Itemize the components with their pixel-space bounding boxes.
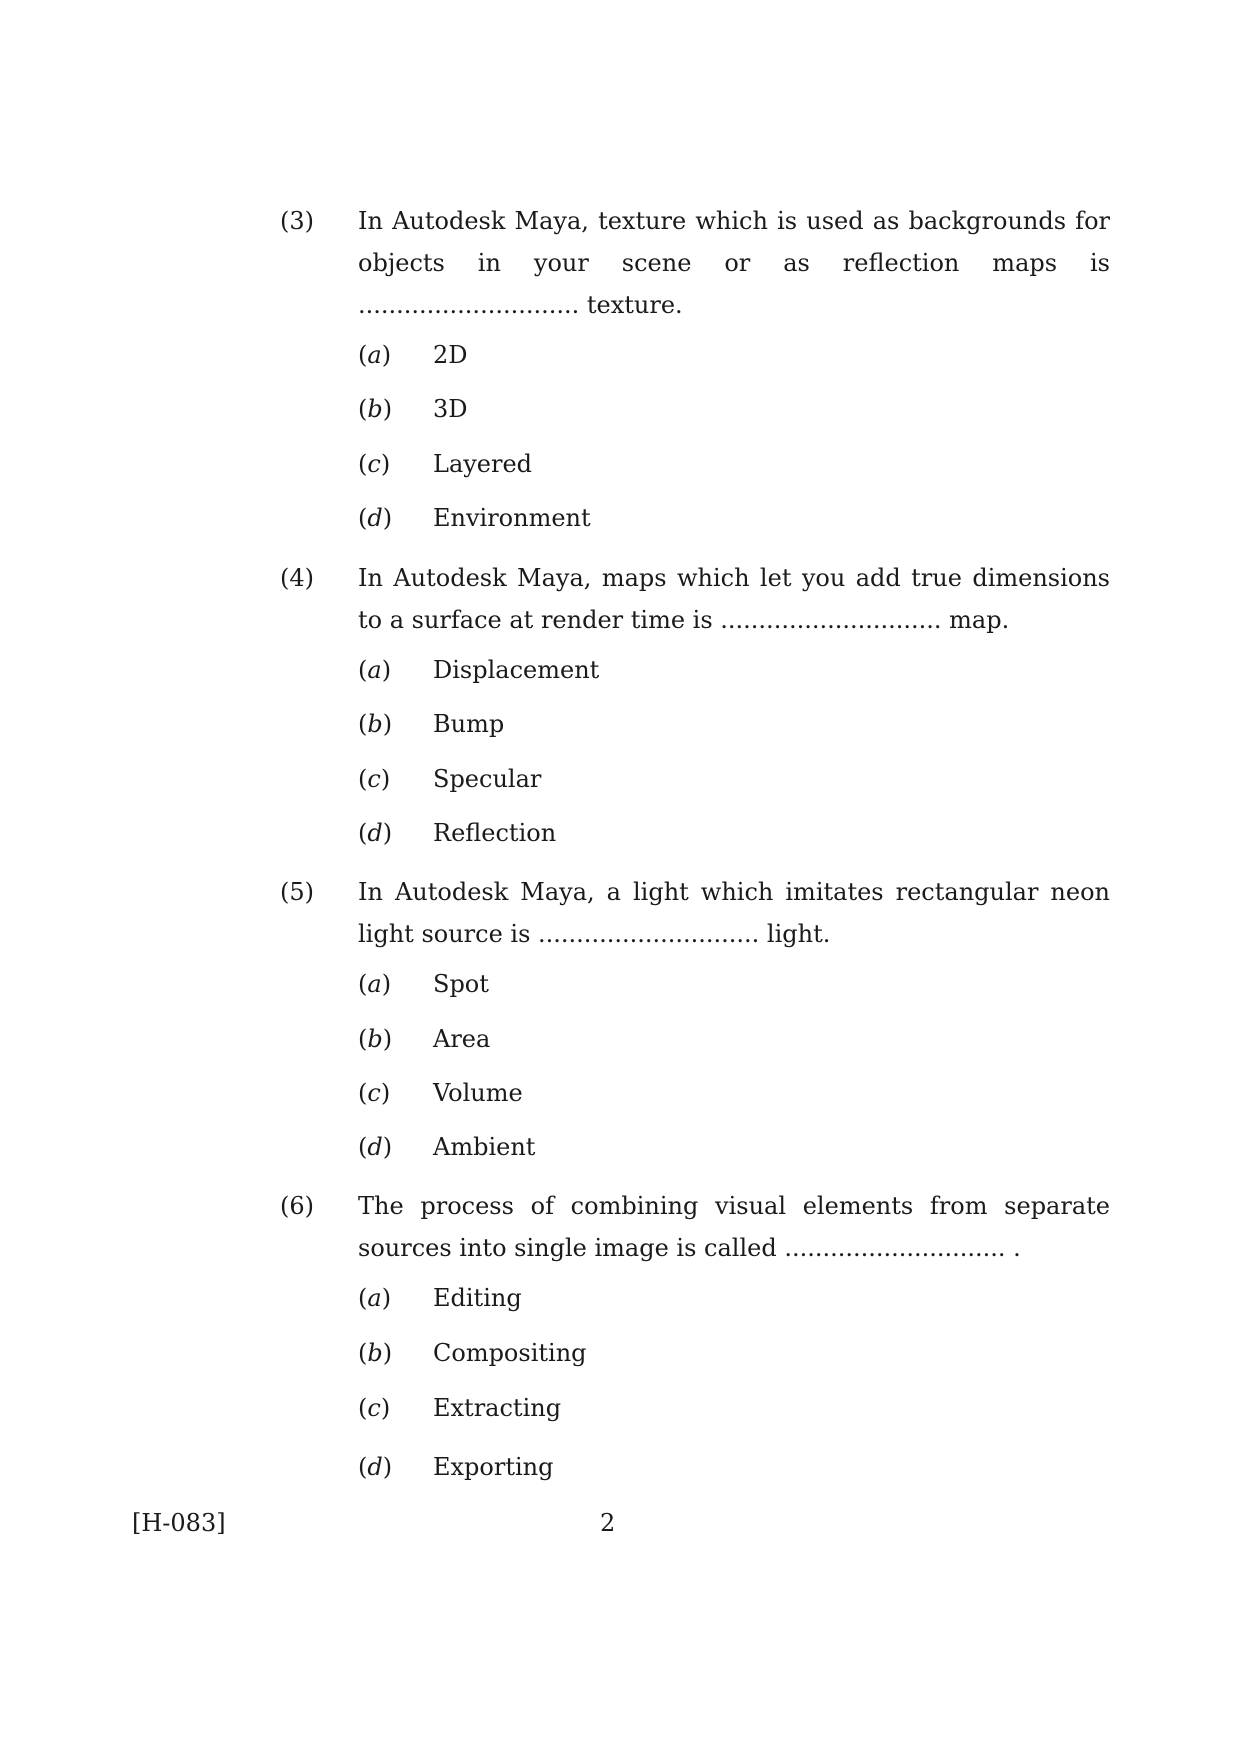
option-letter: (a) (358, 970, 392, 998)
option-text: Spot (433, 970, 489, 998)
paper-code: [H-083] (132, 1509, 226, 1537)
option-text: Ambient (433, 1133, 536, 1161)
option-text: Displacement (433, 656, 600, 684)
option-letter: (a) (358, 1284, 392, 1312)
option-text: Layered (433, 450, 533, 478)
option-text: Environment (433, 504, 591, 532)
option-letter: (d) (358, 819, 393, 847)
question-number: (5) (280, 878, 314, 906)
option-letter: (b) (358, 395, 393, 423)
option-text: Reflection (433, 819, 557, 847)
option-letter: (b) (358, 710, 393, 738)
option-letter: (d) (358, 1133, 393, 1161)
option-letter: (a) (358, 341, 392, 369)
option-text: Editing (433, 1284, 522, 1312)
option-letter: (b) (358, 1025, 393, 1053)
question-number: (6) (280, 1192, 314, 1220)
page-number: 2 (600, 1509, 616, 1537)
option-letter: (c) (358, 1394, 391, 1422)
option-letter: (c) (358, 1079, 391, 1107)
option-letter: (b) (358, 1339, 393, 1367)
question-number: (3) (280, 207, 314, 235)
option-letter: (a) (358, 656, 392, 684)
option-letter: (c) (358, 450, 391, 478)
option-text: 2D (433, 341, 468, 369)
option-text: Specular (433, 765, 542, 793)
question-text: In Autodesk Maya, maps which let you add true dimensions to a surface at render time is ............................. map. (358, 564, 1110, 634)
option-text: Exporting (433, 1453, 554, 1481)
option-text: Volume (433, 1079, 523, 1107)
option-letter: (c) (358, 765, 391, 793)
option-text: 3D (433, 395, 468, 423)
option-text: Extracting (433, 1394, 562, 1422)
question-text: In Autodesk Maya, a light which imitates rectangular neon light source is ............................. light. (358, 878, 1110, 948)
option-text: Bump (433, 710, 505, 738)
question-text: The process of combining visual elements from separate sources into single image is called ............................. . (358, 1192, 1110, 1262)
question-text: In Autodesk Maya, texture which is used as backgrounds for objects in your scene or as reflection maps is ............................. texture. (358, 207, 1110, 319)
option-text: Area (433, 1025, 491, 1053)
option-letter: (d) (358, 1453, 393, 1481)
option-letter: (d) (358, 504, 393, 532)
option-text: Compositing (433, 1339, 587, 1367)
question-number: (4) (280, 564, 314, 592)
